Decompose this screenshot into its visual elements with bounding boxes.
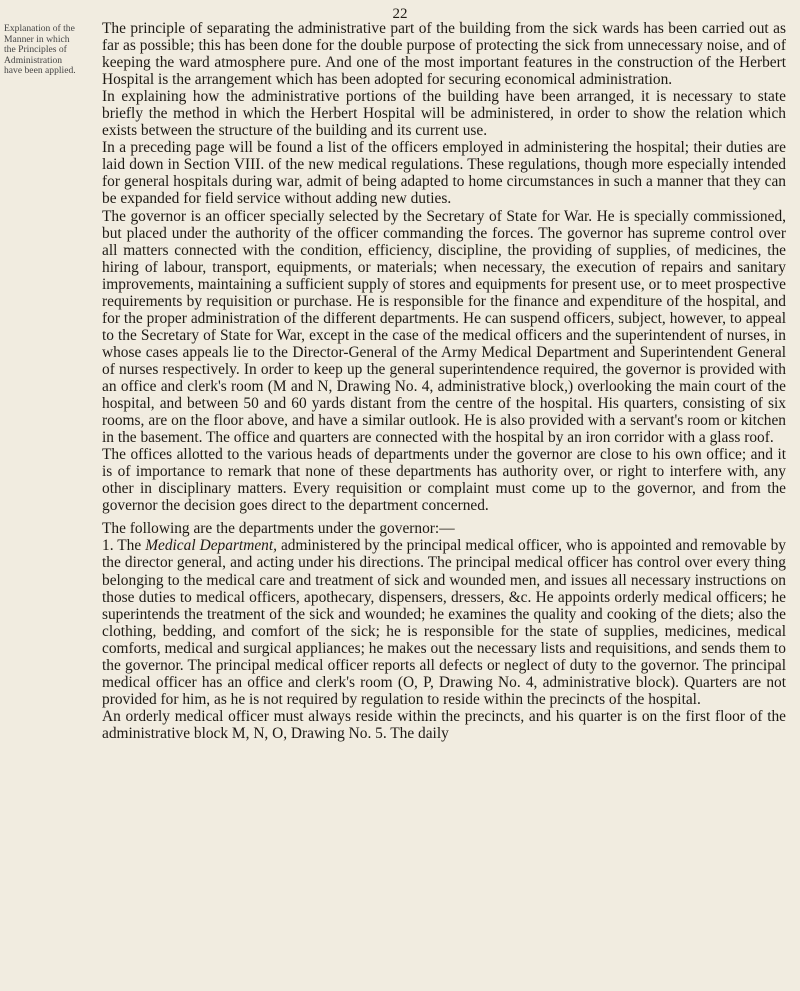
margin-note-line: the Principles of: [4, 44, 67, 56]
paragraph-offices: The offices allotted to the various heads of departments under the governor are close to his own office; and it is of importance to remark that none of these departments has authority over, or right to interfere with, any other in disciplinary matters. Every requisition or complaint must come up to the governor, and from the governor the decision goes direct to the department concerned.: [102, 446, 786, 515]
margin-note-line: Explanation of the: [4, 23, 75, 34]
paragraph-explaining: In explaining how the administrative portions of the building have been arranged, it is necessary to state briefly the method in which the Herbert Hospital will be administered, in order to show the relation which exists between the structure of the building and its current use.: [102, 88, 786, 140]
paragraph-officers: In a preceding page will be found a list of the officers employed in administering the hospital; their duties are laid down in Section VIII. of the new medical regulations. These regulations, though more especially intended for general hospitals during war, admit of being adapted to home circumstances in such a manner that they can be expanded for field service without adding new duties.: [102, 139, 786, 208]
margin-note-line: Administration: [4, 54, 63, 66]
page-number: 22: [392, 6, 408, 22]
item-title: Medical Department,: [145, 537, 277, 555]
paragraph-orderly-officer: An orderly medical officer must always reside within the precincts, and his quarter is on the first floor of the administrative block M, N, O, Drawing No. 5. The daily: [102, 707, 786, 742]
margin-note-line: Manner in which: [4, 33, 70, 45]
paragraph-intro: The principle of separating the administrative part of the building from the sick wards has been carried out as far as possible; this has been done for the double purpose of protecting the sick from unnecessary noise, and of keeping the ward atmosphere pure. And one of the most important features in the construction of the Herbert Hospital is the arrangement which has been adopted for securing economical administration.: [102, 20, 786, 89]
item-number: 1. The: [102, 537, 146, 555]
margin-note-line: have been applied.: [4, 65, 76, 77]
item-body: administered by the principal medical officer, who is appointed and removable by the director general, and acting under his directions. The principal medical officer has control over every thing belonging to the medical care and treatment of sick and wounded men, and issues all necessary instructions on those duties to medical officers, apothecary, dispensers, dressers, &c. He appoints orderly medical officers; he superintends the treatment of the sick and wounded; he examines the quality and cooking of the diets; also the clothing, bedding, and comfort of the sick; he is responsible for the state of supplies, medicines, medical comforts, medical and surgical appliances; he makes out the necessary lists and requisitions, and sends them to the governor. The principal medical officer reports all defects or neglect of duty to the governor. The principal medical officer has an office and clerk's room (O, P, Drawing No. 4, administrative block). Quarters are not provided for him, as he is not required by regulation to reside within the precincts of the hospital.: [102, 537, 787, 708]
paragraph-departments-intro: The following are the departments under the governor:—: [102, 520, 455, 538]
body-text: [102, 20, 786, 742]
margin-note: [4, 24, 90, 77]
paragraph-medical-department: [102, 537, 786, 707]
paragraph-governor: The governor is an officer specially selected by the Secretary of State for War. He is specially commissioned, but placed under the authority of the officer commanding the forces. The governor has supreme control over all matters connected with the condition, efficiency, discipline, the providing of supplies, of medicines, the hiring of labour, transport, equipments, or materials; when necessary, the execution of repairs and sanitary improvements, maintaining a sufficient supply of stores and equipments for present use, or to meet prospective requirements by requisition or purchase. He is responsible for the finance and expenditure of the hospital, and for the proper administration of the different departments. He can suspend officers, subject, however, to appeal to the Secretary of State for War, except in the case of the medical officers and the superintendent of nurses, in whose cases appeals lie to the Director-General of the Army Medical Department and Superintendent General of nurses respectively. In order to keep up the general superintendence required, the governor is provided with an office and clerk's room (M and N, Drawing No. 4, administrative block,) overlooking the main court of the hospital, and between 50 and 60 yards distant from the centre of the hospital. His quarters, consisting of six rooms, are on the floor above, and have a similar outlook. He is also provided with a servant's room or kitchen in the basement. The office and quarters are connected with the hospital by an iron corridor with a glass roof.: [102, 207, 786, 447]
